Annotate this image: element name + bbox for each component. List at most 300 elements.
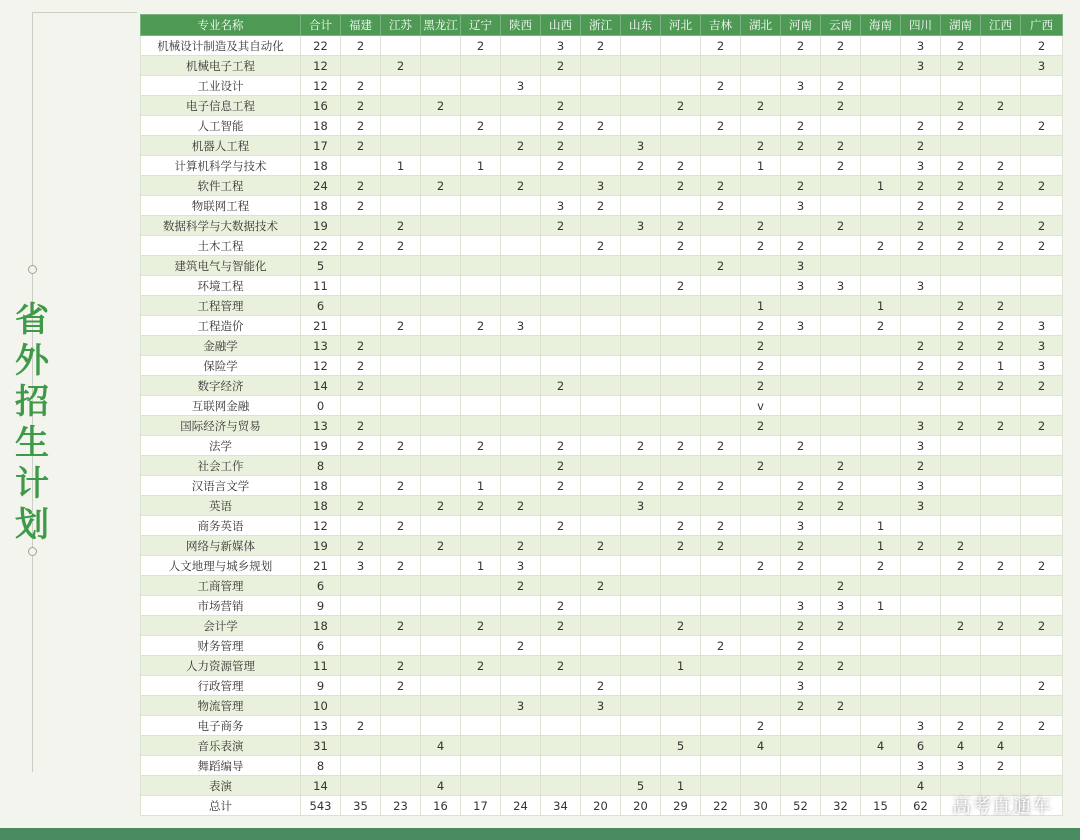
province-count-cell: 3 (781, 276, 821, 296)
province-count-cell: 23 (381, 796, 421, 816)
province-count-cell (1021, 596, 1063, 616)
province-count-cell (981, 396, 1021, 416)
province-count-cell (381, 396, 421, 416)
province-count-cell (701, 396, 741, 416)
major-name-cell: 工商管理 (141, 576, 301, 596)
province-count-cell: 2 (901, 216, 941, 236)
total-cell: 5 (301, 256, 341, 276)
major-name-cell: 市场营销 (141, 596, 301, 616)
province-count-cell: 2 (741, 96, 781, 116)
column-header: 专业名称 (141, 15, 301, 36)
province-count-cell (421, 416, 461, 436)
province-count-cell: 2 (341, 496, 381, 516)
province-count-cell: 2 (421, 496, 461, 516)
province-count-cell (341, 276, 381, 296)
major-name-cell: 机器人工程 (141, 136, 301, 156)
province-count-cell (821, 556, 861, 576)
province-count-cell (741, 196, 781, 216)
province-count-cell (541, 556, 581, 576)
province-count-cell (381, 756, 421, 776)
province-count-cell (501, 596, 541, 616)
table-row (141, 556, 1063, 576)
province-count-cell (1021, 296, 1063, 316)
province-count-cell (421, 336, 461, 356)
province-count-cell (901, 516, 941, 536)
province-count-cell: 1 (661, 656, 701, 676)
table-row (141, 636, 1063, 656)
province-count-cell (341, 736, 381, 756)
province-count-cell: 29 (661, 796, 701, 816)
province-count-cell (581, 376, 621, 396)
province-count-cell (461, 576, 501, 596)
province-count-cell (461, 596, 501, 616)
province-count-cell (541, 636, 581, 656)
table-row (141, 576, 1063, 596)
major-name-cell: 工业设计 (141, 76, 301, 96)
province-count-cell: 4 (901, 776, 941, 796)
province-count-cell: 52 (781, 796, 821, 816)
province-count-cell (421, 636, 461, 656)
province-count-cell: 1 (461, 556, 501, 576)
province-count-cell (821, 636, 861, 656)
province-count-cell: 3 (821, 276, 861, 296)
province-count-cell (941, 396, 981, 416)
province-count-cell (781, 416, 821, 436)
province-count-cell (621, 536, 661, 556)
province-count-cell: 3 (501, 316, 541, 336)
province-count-cell (381, 96, 421, 116)
major-name-cell: 网络与新媒体 (141, 536, 301, 556)
table-row (141, 276, 1063, 296)
province-count-cell: 2 (941, 356, 981, 376)
province-count-cell: 2 (461, 496, 501, 516)
province-count-cell: 30 (741, 796, 781, 816)
province-count-cell: 2 (861, 556, 901, 576)
province-count-cell (341, 596, 381, 616)
province-count-cell (901, 96, 941, 116)
province-count-cell (461, 376, 501, 396)
major-name-cell: 人文地理与城乡规划 (141, 556, 301, 576)
major-name-cell: 总计 (141, 796, 301, 816)
province-count-cell (501, 416, 541, 436)
total-cell: 18 (301, 476, 341, 496)
province-count-cell: 3 (781, 316, 821, 336)
province-count-cell (941, 456, 981, 476)
province-count-cell (661, 636, 701, 656)
province-count-cell: 1 (861, 596, 901, 616)
table-row (141, 496, 1063, 516)
province-count-cell: 2 (861, 236, 901, 256)
province-count-cell (821, 416, 861, 436)
total-cell: 6 (301, 576, 341, 596)
province-count-cell (861, 356, 901, 376)
province-count-cell (941, 256, 981, 276)
province-count-cell (661, 416, 701, 436)
province-count-cell: 2 (941, 56, 981, 76)
total-cell: 18 (301, 616, 341, 636)
province-count-cell: 3 (901, 436, 941, 456)
province-count-cell (581, 496, 621, 516)
province-count-cell: 2 (341, 436, 381, 456)
province-count-cell: 2 (781, 556, 821, 576)
province-count-cell (981, 696, 1021, 716)
province-count-cell (701, 656, 741, 676)
province-count-cell: 2 (701, 116, 741, 136)
province-count-cell (621, 296, 661, 316)
province-count-cell (421, 516, 461, 536)
province-count-cell: 2 (581, 236, 621, 256)
province-count-cell (621, 36, 661, 56)
province-count-cell (861, 116, 901, 136)
province-count-cell: 4 (861, 736, 901, 756)
province-count-cell: 2 (701, 436, 741, 456)
total-cell: 11 (301, 656, 341, 676)
province-count-cell (861, 756, 901, 776)
province-count-cell (421, 616, 461, 636)
province-count-cell: 2 (341, 376, 381, 396)
column-header: 湖北 (741, 15, 781, 36)
province-count-cell (501, 436, 541, 456)
province-count-cell: 2 (861, 316, 901, 336)
province-count-cell (901, 676, 941, 696)
province-count-cell: 2 (381, 556, 421, 576)
province-count-cell (781, 96, 821, 116)
province-count-cell (461, 336, 501, 356)
province-count-cell (541, 356, 581, 376)
province-count-cell: 5 (621, 776, 661, 796)
province-count-cell (621, 756, 661, 776)
province-count-cell: 24 (501, 796, 541, 816)
province-count-cell (461, 216, 501, 236)
province-count-cell: 2 (781, 696, 821, 716)
province-count-cell (861, 696, 901, 716)
province-count-cell (381, 716, 421, 736)
total-cell: 12 (301, 76, 341, 96)
province-count-cell (541, 416, 581, 436)
province-count-cell: 2 (501, 576, 541, 596)
province-count-cell (941, 596, 981, 616)
province-count-cell: 35 (341, 796, 381, 816)
province-count-cell (341, 636, 381, 656)
total-cell: 19 (301, 216, 341, 236)
province-count-cell: 2 (541, 456, 581, 476)
province-count-cell (381, 136, 421, 156)
province-count-cell (341, 776, 381, 796)
province-count-cell (621, 696, 661, 716)
province-count-cell (541, 536, 581, 556)
table-row (141, 56, 1063, 76)
province-count-cell (901, 636, 941, 656)
province-count-cell (781, 356, 821, 376)
province-count-cell (821, 516, 861, 536)
province-count-cell (861, 496, 901, 516)
province-count-cell (621, 456, 661, 476)
province-count-cell (741, 436, 781, 456)
province-count-cell (661, 696, 701, 716)
province-count-cell (821, 736, 861, 756)
province-count-cell (421, 76, 461, 96)
province-count-cell: 3 (901, 476, 941, 496)
province-count-cell (861, 396, 901, 416)
column-header: 湖南 (941, 15, 981, 36)
province-count-cell (421, 436, 461, 456)
column-header: 山东 (621, 15, 661, 36)
province-count-cell: 2 (581, 676, 621, 696)
province-count-cell (701, 96, 741, 116)
province-count-cell: 2 (781, 136, 821, 156)
province-count-cell: 2 (901, 116, 941, 136)
province-count-cell (461, 396, 501, 416)
total-cell: 19 (301, 436, 341, 456)
province-count-cell: 2 (1021, 376, 1063, 396)
province-count-cell (741, 256, 781, 276)
province-count-cell: 2 (381, 656, 421, 676)
province-count-cell (981, 36, 1021, 56)
province-count-cell: 2 (741, 216, 781, 236)
province-count-cell (821, 536, 861, 556)
province-count-cell (981, 216, 1021, 236)
province-count-cell (581, 636, 621, 656)
province-count-cell (661, 296, 701, 316)
major-name-cell: 保险学 (141, 356, 301, 376)
province-count-cell: 20 (581, 796, 621, 816)
province-count-cell (701, 156, 741, 176)
province-count-cell (901, 556, 941, 576)
table-row (141, 36, 1063, 56)
province-count-cell (981, 136, 1021, 156)
total-cell: 9 (301, 596, 341, 616)
province-count-cell: 2 (541, 436, 581, 456)
province-count-cell: 62 (901, 796, 941, 816)
province-count-cell (541, 276, 581, 296)
province-count-cell: 2 (1021, 416, 1063, 436)
province-count-cell (941, 676, 981, 696)
major-name-cell: 电子商务 (141, 716, 301, 736)
province-count-cell (861, 716, 901, 736)
table-row (141, 696, 1063, 716)
province-count-cell: 2 (421, 536, 461, 556)
province-count-cell: 2 (821, 36, 861, 56)
province-count-cell: 3 (901, 416, 941, 436)
province-count-cell (501, 236, 541, 256)
province-count-cell (461, 296, 501, 316)
province-count-cell (861, 276, 901, 296)
province-count-cell (501, 676, 541, 696)
province-count-cell (461, 136, 501, 156)
province-count-cell: 2 (701, 256, 741, 276)
province-count-cell (781, 56, 821, 76)
province-count-cell (901, 596, 941, 616)
province-count-cell: 2 (1021, 236, 1063, 256)
province-count-cell: 4 (981, 736, 1021, 756)
province-count-cell (1021, 276, 1063, 296)
major-name-cell: 计算机科学与技术 (141, 156, 301, 176)
province-count-cell: 2 (941, 156, 981, 176)
province-count-cell (981, 56, 1021, 76)
province-count-cell (341, 56, 381, 76)
province-count-cell (421, 196, 461, 216)
province-count-cell: 2 (501, 496, 541, 516)
province-count-cell (741, 756, 781, 776)
province-count-cell (621, 376, 661, 396)
province-count-cell (381, 696, 421, 716)
province-count-cell: 2 (981, 336, 1021, 356)
province-count-cell: 2 (501, 136, 541, 156)
province-count-cell: 2 (661, 236, 701, 256)
province-count-cell (581, 256, 621, 276)
major-name-cell: 机械电子工程 (141, 56, 301, 76)
province-count-cell: 1 (981, 356, 1021, 376)
province-count-cell: 2 (661, 216, 701, 236)
province-count-cell (861, 36, 901, 56)
province-count-cell (981, 456, 1021, 476)
province-count-cell (861, 256, 901, 276)
province-count-cell (981, 576, 1021, 596)
province-count-cell: 2 (941, 236, 981, 256)
province-count-cell: 2 (821, 136, 861, 156)
province-count-cell: 2 (581, 196, 621, 216)
province-count-cell (421, 296, 461, 316)
province-count-cell (341, 156, 381, 176)
province-count-cell (741, 176, 781, 196)
total-cell: 18 (301, 156, 341, 176)
province-count-cell (741, 676, 781, 696)
province-count-cell: 4 (941, 736, 981, 756)
table-row (141, 376, 1063, 396)
province-count-cell: 3 (901, 36, 941, 56)
province-count-cell (901, 576, 941, 596)
province-count-cell: 2 (821, 576, 861, 596)
province-count-cell: 2 (341, 76, 381, 96)
province-count-cell (501, 356, 541, 376)
province-count-cell: 2 (981, 296, 1021, 316)
province-count-cell: 3 (1021, 356, 1063, 376)
province-count-cell (861, 676, 901, 696)
major-name-cell: 舞蹈编导 (141, 756, 301, 776)
province-count-cell (501, 476, 541, 496)
province-count-cell (621, 736, 661, 756)
province-count-cell (581, 596, 621, 616)
province-count-cell (501, 776, 541, 796)
province-count-cell (621, 236, 661, 256)
province-count-cell (341, 656, 381, 676)
province-count-cell: 2 (901, 376, 941, 396)
province-count-cell: 2 (541, 616, 581, 636)
province-count-cell (781, 376, 821, 396)
province-count-cell (421, 256, 461, 276)
province-count-cell (941, 276, 981, 296)
province-count-cell (701, 136, 741, 156)
province-count-cell: 2 (381, 616, 421, 636)
province-count-cell (501, 376, 541, 396)
table-row (141, 76, 1063, 96)
province-count-cell (501, 656, 541, 676)
province-count-cell (941, 516, 981, 536)
column-header: 四川 (901, 15, 941, 36)
province-count-cell (701, 556, 741, 576)
province-count-cell (621, 676, 661, 696)
province-count-cell (461, 456, 501, 476)
province-count-cell (541, 176, 581, 196)
province-count-cell: 2 (821, 216, 861, 236)
province-count-cell: 1 (741, 296, 781, 316)
province-count-cell (381, 776, 421, 796)
province-count-cell: 2 (541, 56, 581, 76)
province-count-cell: 2 (1021, 216, 1063, 236)
province-count-cell (861, 576, 901, 596)
province-count-cell (421, 136, 461, 156)
province-count-cell: 2 (541, 136, 581, 156)
province-count-cell (901, 396, 941, 416)
province-count-cell (621, 336, 661, 356)
column-header: 河北 (661, 15, 701, 36)
major-name-cell: 环境工程 (141, 276, 301, 296)
province-count-cell: 2 (701, 516, 741, 536)
province-count-cell (581, 776, 621, 796)
column-header: 江西 (981, 15, 1021, 36)
province-count-cell (661, 756, 701, 776)
total-cell: 21 (301, 556, 341, 576)
province-count-cell (421, 676, 461, 696)
province-count-cell: 2 (821, 656, 861, 676)
province-count-cell (821, 376, 861, 396)
province-count-cell: 2 (741, 236, 781, 256)
province-count-cell: 2 (1021, 616, 1063, 636)
column-header: 吉林 (701, 15, 741, 36)
province-count-cell (1021, 636, 1063, 656)
province-count-cell: 2 (981, 756, 1021, 776)
total-cell: 18 (301, 116, 341, 136)
total-cell: 10 (301, 696, 341, 716)
province-count-cell (661, 496, 701, 516)
province-count-cell (621, 316, 661, 336)
province-count-cell (541, 676, 581, 696)
province-count-cell (421, 236, 461, 256)
province-count-cell: 2 (341, 136, 381, 156)
province-count-cell: 2 (941, 556, 981, 576)
major-name-cell: 互联网金融 (141, 396, 301, 416)
table-row (141, 156, 1063, 176)
table-body (141, 36, 1063, 816)
province-count-cell: 2 (1021, 116, 1063, 136)
province-count-cell: 2 (781, 616, 821, 636)
province-count-cell (341, 316, 381, 336)
province-count-cell (701, 696, 741, 716)
province-count-cell (701, 56, 741, 76)
province-count-cell (581, 76, 621, 96)
province-count-cell: 2 (941, 376, 981, 396)
table-row (141, 236, 1063, 256)
province-count-cell (941, 656, 981, 676)
province-count-cell: 1 (861, 176, 901, 196)
province-count-cell (581, 356, 621, 376)
province-count-cell: 3 (781, 516, 821, 536)
province-count-cell (621, 196, 661, 216)
province-count-cell: 2 (941, 616, 981, 636)
province-count-cell: 22 (701, 796, 741, 816)
enrollment-table-wrap (140, 14, 1063, 816)
province-count-cell: 2 (541, 156, 581, 176)
province-count-cell (741, 696, 781, 716)
province-count-cell (661, 576, 701, 596)
province-count-cell (1021, 76, 1063, 96)
province-count-cell (341, 576, 381, 596)
province-count-cell: 2 (341, 536, 381, 556)
major-name-cell: 行政管理 (141, 676, 301, 696)
province-count-cell (461, 416, 501, 436)
province-count-cell (341, 676, 381, 696)
province-count-cell (701, 716, 741, 736)
